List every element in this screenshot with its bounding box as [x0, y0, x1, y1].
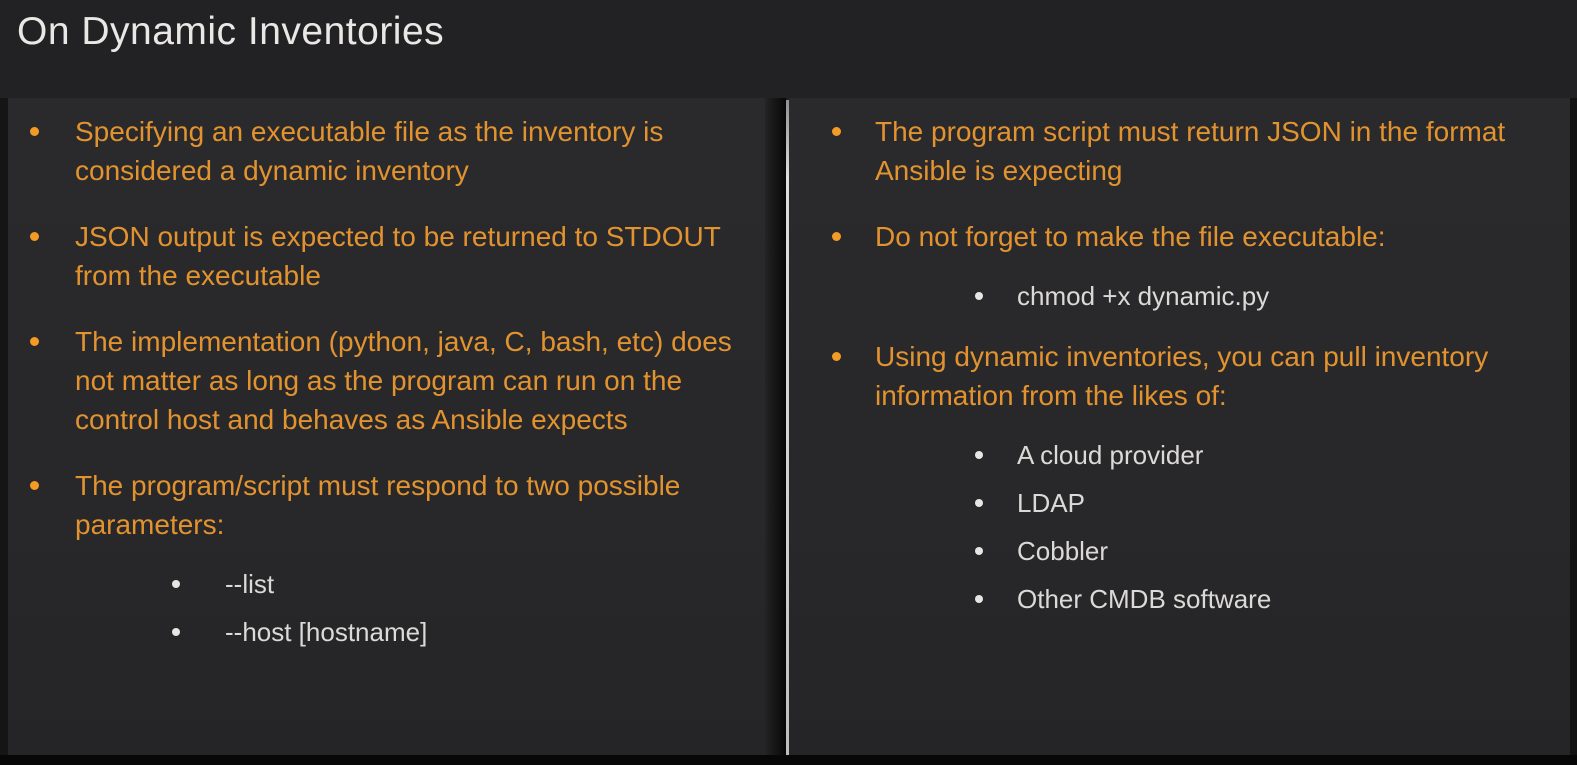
divider-shadow — [765, 98, 786, 755]
sub-bullet-item — [875, 441, 1545, 469]
sub-bullet-icon — [975, 292, 983, 300]
sub-bullet-item — [75, 570, 751, 598]
right-edge-strip — [1570, 98, 1577, 755]
sub-bullet-icon — [172, 580, 180, 588]
sub-bullet-item — [875, 585, 1545, 613]
bullet-icon — [832, 352, 841, 361]
bullet-text: Do not forget to make the file executable: — [875, 221, 1386, 252]
sub-bullet-icon — [172, 628, 180, 636]
sub-bullet-item — [875, 489, 1545, 517]
right-panel — [789, 98, 1570, 755]
bullet-text: Using dynamic inventories, you can pull inventory information from the likes of: — [875, 341, 1489, 411]
bullet-item — [8, 466, 765, 646]
sub-bullet-item — [75, 618, 751, 646]
sub-bullet-list — [875, 282, 1386, 310]
sub-bullet-text: --list — [225, 569, 275, 599]
bullet-item — [789, 217, 1570, 310]
bullet-text: Specifying an executable file as the inventory is considered a dynamic inventory — [75, 116, 664, 186]
bottom-bar — [0, 755, 1577, 765]
left-edge-strip — [0, 98, 8, 755]
sub-bullet-icon — [975, 595, 983, 603]
slide-header — [0, 0, 1577, 98]
sub-bullet-item — [875, 282, 1386, 310]
bullet-icon — [832, 127, 841, 136]
bullet-text: The program/script must respond to two possible parameters: — [75, 470, 681, 540]
page-title: On Dynamic Inventories — [17, 10, 445, 53]
bullet-icon — [30, 127, 39, 136]
sub-bullet-text: --host [hostname] — [225, 617, 428, 647]
sub-bullet-icon — [975, 547, 983, 555]
sub-bullet-list — [875, 441, 1545, 613]
sub-bullet-icon — [975, 499, 983, 507]
bullet-item — [8, 217, 765, 295]
bullet-item — [8, 322, 765, 439]
sub-bullet-list — [75, 570, 751, 646]
sub-bullet-text: Other CMDB software — [1017, 584, 1272, 614]
bullet-text: JSON output is expected to be returned to STDOUT from the executable — [75, 221, 721, 291]
sub-bullet-icon — [975, 451, 983, 459]
bullet-item — [789, 112, 1570, 190]
right-bullet-list — [789, 112, 1570, 613]
sub-bullet-text: chmod +x dynamic.py — [1017, 281, 1270, 311]
bullet-item — [8, 112, 765, 190]
bullet-icon — [30, 232, 39, 241]
bullet-icon — [30, 481, 39, 490]
bullet-text: The program script must return JSON in the format Ansible is expecting — [875, 116, 1506, 186]
left-panel — [8, 98, 765, 755]
bullet-text: The implementation (python, java, C, bash, etc) does not matter as long as the program can run on the control host and behaves as Ansible expects — [75, 326, 732, 435]
sub-bullet-text: A cloud provider — [1017, 440, 1204, 470]
sub-bullet-text: LDAP — [1017, 488, 1085, 518]
bullet-icon — [30, 337, 39, 346]
bullet-icon — [832, 232, 841, 241]
sub-bullet-text: Cobbler — [1017, 536, 1109, 566]
sub-bullet-item — [875, 537, 1545, 565]
bullet-item — [789, 337, 1570, 613]
left-bullet-list — [8, 112, 765, 646]
